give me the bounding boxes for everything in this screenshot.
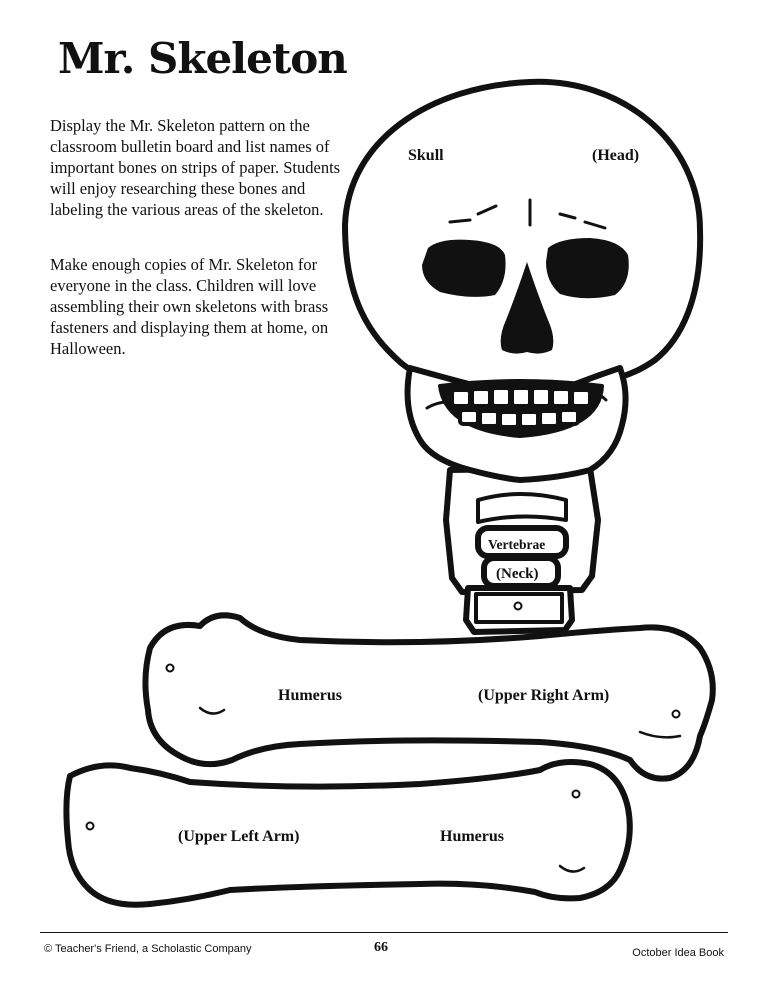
- page-title: Mr. Skeleton: [58, 34, 347, 83]
- humerus-left-illustration: [66, 762, 629, 905]
- label-neck: (Neck): [496, 566, 539, 582]
- intro-paragraph-2: Make enough copies of Mr. Skeleton for everyone in the class. Children will love assembling their own skeletons with brass fasteners and displaying them at home, on Halloween.: [50, 255, 329, 358]
- label-vertebrae: Vertebrae: [488, 537, 546, 552]
- label-head: (Head): [592, 147, 640, 164]
- label-humerus-right: Humerus: [278, 687, 342, 704]
- label-humerus-left: Humerus: [440, 828, 504, 845]
- footer-copyright: © Teacher's Friend, a Scholastic Company: [44, 943, 252, 955]
- label-skull: Skull: [408, 147, 444, 164]
- humerus-right-illustration: [145, 615, 712, 778]
- intro-paragraph-1: Display the Mr. Skeleton pattern on the classroom bulletin board and list names of important bones on strips of paper. Students will enjoy researching these bones and labeling the various areas of the skeleton.: [50, 116, 341, 219]
- footer-book-title: October Idea Book: [632, 947, 724, 959]
- footer-page-number: 66: [374, 940, 388, 955]
- label-upper-right-arm: (Upper Right Arm): [478, 687, 610, 704]
- label-upper-left-arm: (Upper Left Arm): [178, 828, 300, 845]
- page-footer: [40, 932, 728, 973]
